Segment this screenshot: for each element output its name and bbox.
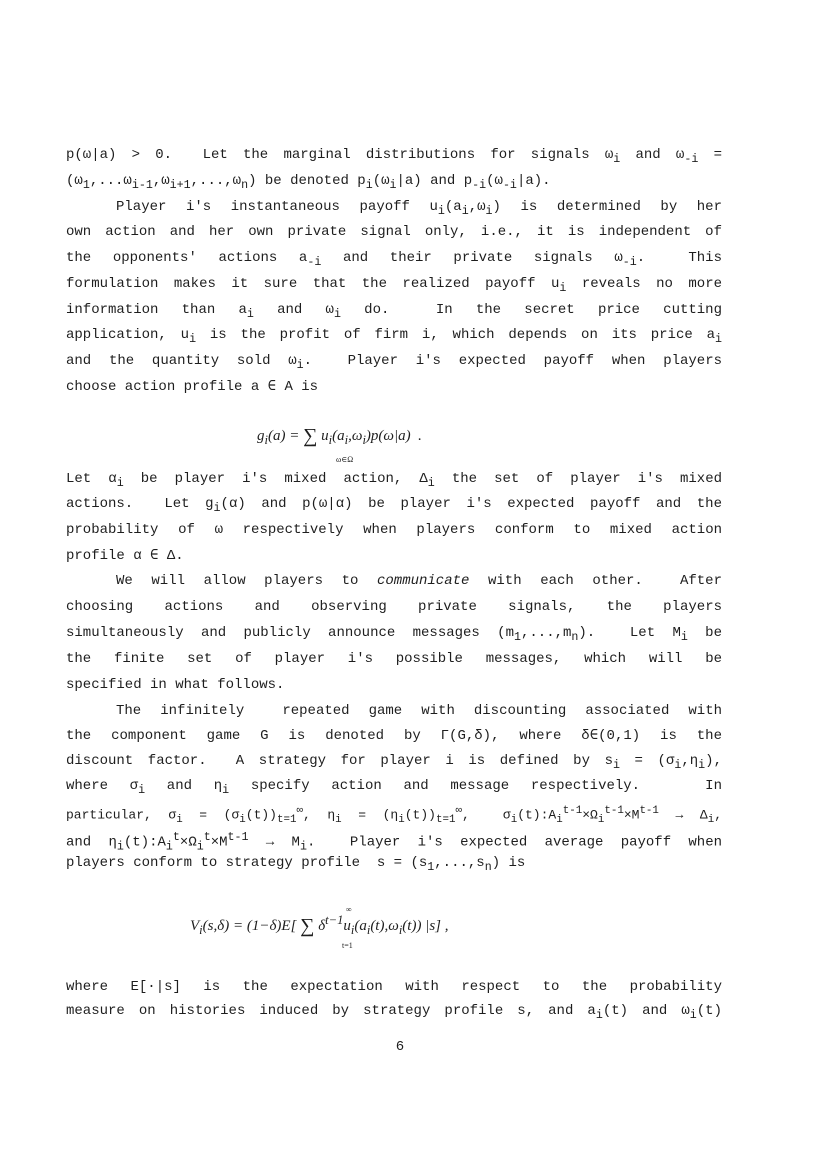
- text-line: measure on histories induced by strategy profile s, and $a_i(t)$ and $\omega_i(t)$: [66, 1003, 722, 1022]
- text-line: where E[·|s] is the expectation with respect to the probability: [66, 979, 722, 995]
- page-number: 6: [395, 1039, 405, 1055]
- text-line: The infinitely repeated game with discounting associated with: [116, 703, 722, 719]
- text-line: particular, $\sigma_i = (\sigma_i(t))_{t=1}^\infty$, $\eta_i = (\eta_i(t))_{t=1}^\infty$, $\sigma_i(t):A_i^{t-1}\times\Omega_i^{t-1}\times M^{t-1} \to \Delta_i$,: [66, 805, 722, 826]
- text-line: Let $\alpha_i$ be player i's mixed action, $\Delta_i$ the set of player i's mixed: [66, 471, 722, 490]
- text-line: $(\omega_1,...\omega_{i-1},\omega_{i+1},...,\omega_n)$ be denoted $p_i(\omega_i|a)$ and $p_{-i}(\omega_{-i}|a)$.: [66, 173, 551, 192]
- text-line: choose action profile a ∈ A is: [66, 379, 319, 395]
- text-line: p(ω|a) > 0. Let the marginal distributions for signals $\omega_i$ and $\omega_{-i}$ =: [66, 147, 722, 166]
- equation-expected-payoff: $g_i(a)$ = ∑ ω∈Ω $u_i(a_i,\omega_i)p(\omega|a)$ .: [257, 425, 422, 464]
- text-line: the finite set of player i's possible messages, which will be: [66, 651, 722, 667]
- text-line: formulation makes it sure that the realized payoff $u_i$ reveals no more: [66, 276, 723, 295]
- text-line: discount factor. A strategy for player i is defined by $s_i = (\sigma_i,\eta_i)$,: [66, 753, 722, 772]
- text-line: Player i's instantaneous payoff $u_i(a_i,\omega_i)$ is determined by her: [116, 199, 722, 218]
- text-line: and $\eta_i(t):A_i^t\times\Omega_i^t\times M^{t-1} \to M_i$. Player i's expected average payoff when: [66, 830, 723, 854]
- text-line: simultaneously and publicly announce messages $(m_1,...,m_n)$. Let $M_i$ be: [66, 625, 722, 644]
- text-line: specified in what follows.: [66, 677, 285, 693]
- text-line: the opponents' actions $a_{-i}$ and their private signals $\omega_{-i}$. This: [66, 250, 722, 269]
- text-line: players conform to strategy profile $s = (s_1,...,s_n)$ is: [66, 855, 526, 874]
- equation-average-payoff: $V_i(s,\delta) = (1-\delta)E$[ ∑ t=1 ∞ $\delta^{t-1}u_i(a_i(t),\omega_i(t))$ |s] ,: [190, 905, 449, 950]
- text-line: the component game G is denoted by Γ(G,δ), where δ∈(0,1) is the: [66, 728, 722, 744]
- text-line: choosing actions and observing private signals, the players: [66, 599, 722, 615]
- text-line: probability of ω respectively when players conform to mixed action: [66, 522, 722, 538]
- text-line: profile α ∈ Δ.: [66, 548, 184, 564]
- text-line: application, $u_i$ is the profit of firm i, which depends on its price $a_i$: [66, 327, 722, 346]
- text-line: and the quantity sold $\omega_i$. Player i's expected payoff when players: [66, 353, 722, 372]
- text-line: We will allow players to communicate with each other. After: [116, 573, 722, 589]
- text-line: own action and her own private signal only, i.e., it is independent of: [66, 224, 722, 240]
- text-line: actions. Let $g_i(\alpha)$ and p(ω|α) be player i's expected payoff and the: [66, 496, 722, 515]
- text-line: information than $a_i$ and $\omega_i$ do. In the secret price cutting: [66, 302, 722, 321]
- text-line: where $\sigma_i$ and $\eta_i$ specify action and message respectively. In: [66, 778, 722, 797]
